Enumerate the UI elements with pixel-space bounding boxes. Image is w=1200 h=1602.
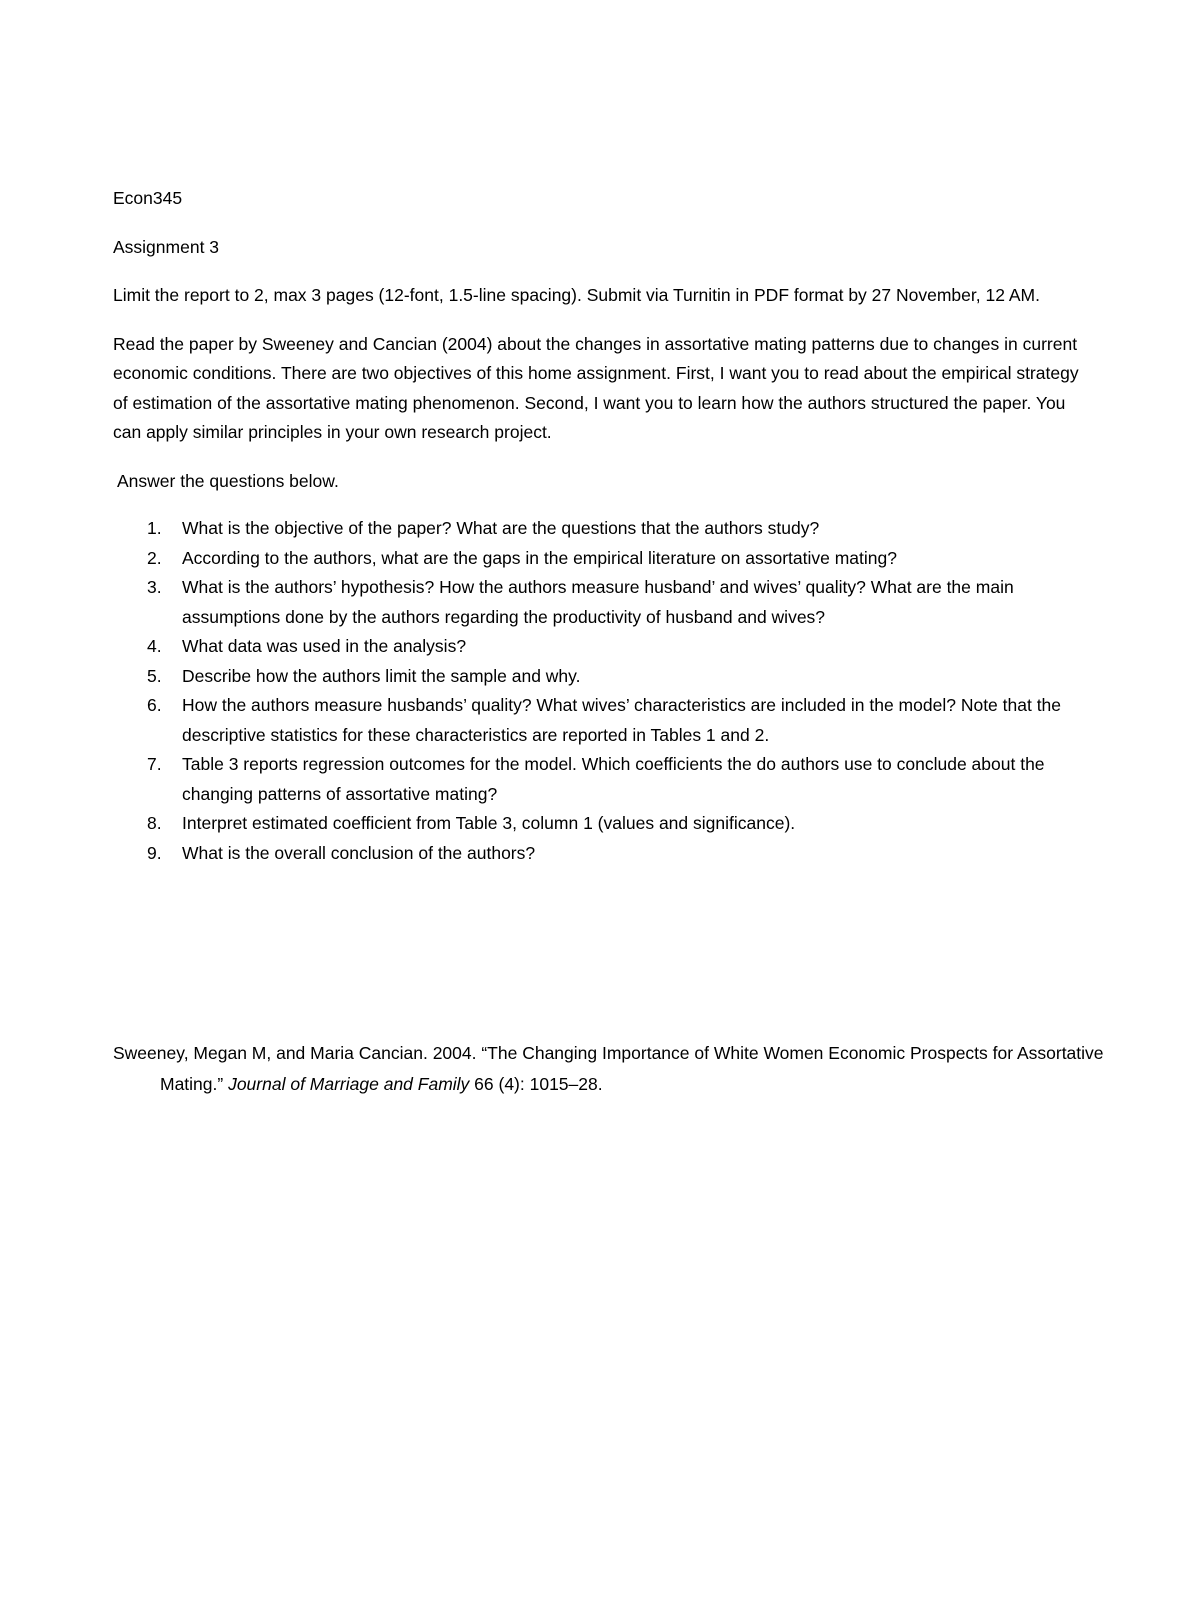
- question-number: 6.: [147, 695, 162, 715]
- list-item: [113, 544, 1093, 574]
- instructions-paragraph: Limit the report to 2, max 3 pages (12-font, 1.5-line spacing). Submit via Turnitin in PDF format by 27 November, 12 AM.: [113, 285, 1040, 305]
- course-code: Econ345: [113, 188, 183, 208]
- description-paragraph: Read the paper by Sweeney and Cancian (2004) about the changes in assortative mating patterns due to changes in current economic conditions. There are two objectives of this home assignment. First, I want you to read about the empirical strategy of estimation of the assortative mating phenomenon. Second, I want you to learn how the authors structured the paper. You can apply similar principles in your own research project.: [113, 333, 1079, 442]
- question-number: 3.: [147, 577, 162, 597]
- question-text: According to the authors, what are the gaps in the empirical literature on assortative mating?: [182, 547, 897, 568]
- question-text: What is the objective of the paper? What are the questions that the authors study?: [182, 518, 820, 538]
- question-number: 4.: [147, 636, 162, 656]
- question-number: 5.: [147, 665, 162, 686]
- question-number: 7.: [147, 754, 162, 774]
- list-item: [113, 691, 1093, 750]
- citation-authors-title: Sweeney, Megan M, and Maria Cancian. 2004. “The Changing Importance of White Women Economic Prospects for Assortative Mating.”: [113, 1042, 1104, 1094]
- list-item: [113, 809, 1093, 839]
- list-item: [113, 839, 1093, 869]
- assignment-body: [113, 184, 1093, 868]
- question-number: 1.: [147, 518, 162, 538]
- question-number: 8.: [147, 813, 162, 833]
- question-text: How the authors measure husbands’ quality? What wives’ characteristics are included in the model? Note that the descriptive statistics for these characteristics are reported in Tables 1 and 2.: [182, 695, 1062, 745]
- assignment-title: Assignment 3: [113, 236, 220, 257]
- list-item: [113, 514, 1093, 544]
- citation-volume-pages: 66 (4): 1015–28.: [469, 1073, 603, 1094]
- question-text: Describe how the authors limit the sample and why.: [182, 665, 581, 686]
- question-list: [113, 514, 1093, 868]
- question-text: What is the overall conclusion of the authors?: [182, 842, 536, 863]
- question-text: What data was used in the analysis?: [182, 636, 467, 656]
- question-text: Table 3 reports regression outcomes for the model. Which coefficients the do authors use to conclude about the changing patterns of assortative mating?: [182, 754, 1045, 804]
- question-text: What is the authors’ hypothesis? How the authors measure husband’ and wives’ quality? What are the main assumptions done by the authors regarding the productivity of husband and wives?: [182, 577, 1014, 627]
- answer-intro: Answer the questions below.: [117, 470, 339, 491]
- list-item: [113, 632, 1093, 662]
- list-item: [113, 573, 1093, 632]
- reference-citation: [113, 1038, 1150, 1100]
- question-number: 2.: [147, 547, 162, 568]
- question-number: 9.: [147, 842, 162, 863]
- citation-journal: Journal of Marriage and Family: [228, 1073, 470, 1094]
- list-item: [113, 662, 1093, 692]
- question-text: Interpret estimated coefficient from Table 3, column 1 (values and significance).: [182, 813, 796, 833]
- list-item: [113, 750, 1093, 809]
